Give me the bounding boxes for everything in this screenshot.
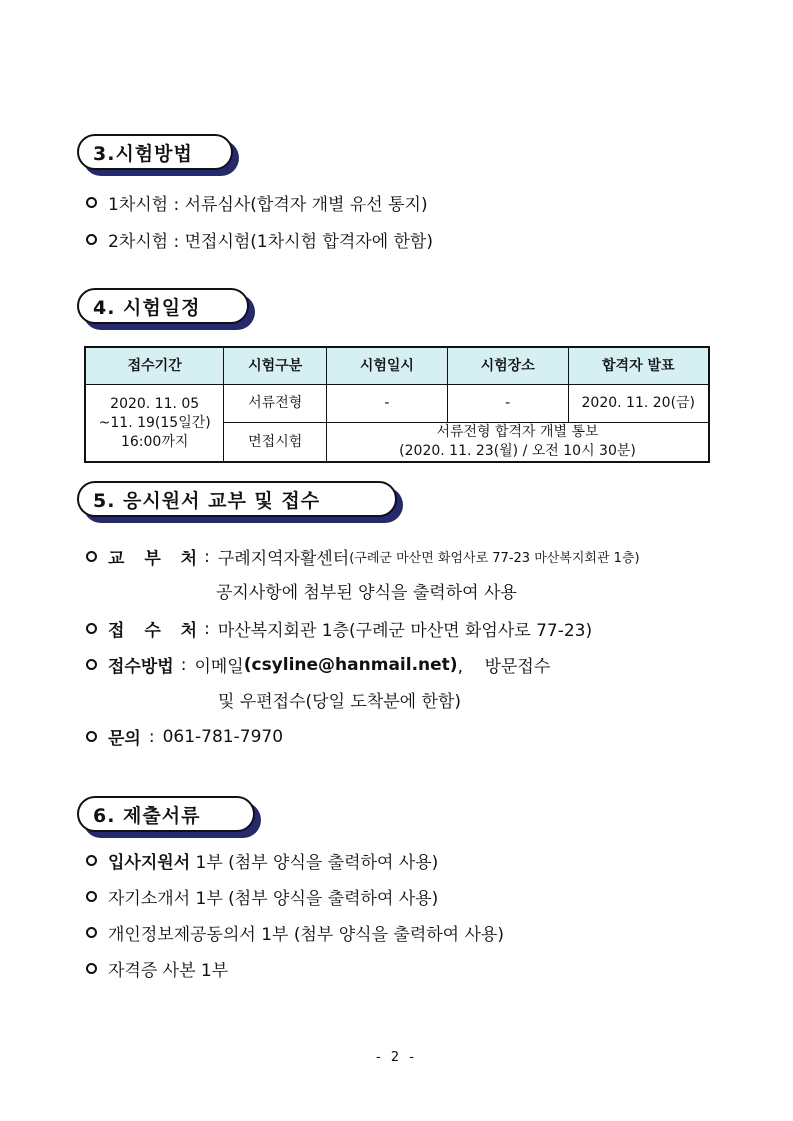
list-item: 입사지원서 1부 (첨부 양식을 출력하여 사용) [86, 848, 438, 873]
announce-cell: 2020. 11. 20(금) [568, 385, 709, 423]
list-item: 문의 : 061-781-7970 [86, 724, 283, 749]
list-item: 1차시험 : 서류심사(합격자 개별 유선 통지) [86, 190, 428, 215]
circle-bullet-icon [86, 197, 97, 208]
section-6-title: 6. 제출서류 [77, 796, 255, 832]
circle-bullet-icon [86, 234, 97, 245]
method-label: 접수방법 [108, 657, 174, 677]
circle-bullet-icon [86, 927, 97, 938]
section-4-title: 4. 시험일정 [77, 288, 249, 324]
method-note: 및 우편접수(당일 도착분에 한함) [218, 692, 461, 712]
list-item: 개인정보제공동의서 1부 (첨부 양식을 출력하여 사용) [86, 920, 504, 945]
circle-bullet-icon [86, 891, 97, 902]
section-4-header [77, 288, 249, 324]
list-item: 자기소개서 1부 (첨부 양식을 출력하여 사용) [86, 884, 438, 909]
section-5-title: 5. 응시원서 교부 및 접수 [77, 481, 397, 517]
contact-value: 061-781-7970 [162, 726, 284, 747]
table-row [85, 385, 709, 423]
circle-bullet-icon [86, 963, 97, 974]
note-cell: 서류전형 합격자 개별 통보 (2020. 11. 23(월) / 오전 10시 30분) [327, 423, 709, 463]
header-cell: 합격자 발표 [568, 347, 709, 385]
header-cell: 접수기간 [85, 347, 224, 385]
list-item: 교 부 처 : 구례지역자활센터 (구례군 마산면 화엄사로 77-23 마산복지회관 1층) [86, 544, 640, 569]
list-item: 접수방법 : 이메일 (csyline@hanmail.net) , 방문접수 [86, 652, 550, 677]
list-item: 접 수 처 : 마산복지회관 1층(구례군 마산면 화엄사로 77-23) [86, 616, 592, 641]
date-cell: - [327, 385, 448, 423]
header-cell: 시험구분 [224, 347, 327, 385]
issue-label: 교 부 처 [108, 549, 205, 569]
section-5-header [77, 481, 397, 517]
receive-value: 마산복지회관 1층(구례군 마산면 화엄사로 77-23) [217, 621, 593, 641]
section-3-header [77, 134, 233, 170]
circle-bullet-icon [86, 855, 97, 866]
type-cell: 서류전형 [224, 385, 327, 423]
schedule-table [84, 346, 710, 463]
issue-address: (구례군 마산면 화엄사로 77-23 마산복지회관 1층) [349, 551, 640, 566]
list-item: 2차시험 : 면접시험(1차시험 합격자에 한함) [86, 227, 433, 252]
contact-label: 문의 [108, 729, 141, 749]
circle-bullet-icon [86, 551, 97, 562]
header-cell: 시험장소 [447, 347, 568, 385]
type-cell: 면접시험 [224, 423, 327, 463]
receive-label: 접 수 처 [108, 621, 205, 641]
period-cell: 2020. 11. 05 ~11. 19(15일간) 16:00까지 [85, 385, 224, 463]
email-address: (csyline@hanmail.net) [243, 654, 458, 675]
issue-note: 공지사항에 첨부된 양식을 출력하여 사용 [216, 583, 517, 603]
section-6-header [77, 796, 255, 832]
page-number: - 2 - [376, 1050, 417, 1065]
place-cell: - [447, 385, 568, 423]
header-cell: 시험일시 [327, 347, 448, 385]
circle-bullet-icon [86, 623, 97, 634]
circle-bullet-icon [86, 659, 97, 670]
issue-value: 구례지역자활센터 [217, 549, 350, 569]
circle-bullet-icon [86, 731, 97, 742]
list-item: 자격증 사본 1부 [86, 956, 228, 981]
table-header-row [85, 347, 709, 385]
section-3-title: 3.시험방법 [77, 134, 233, 170]
